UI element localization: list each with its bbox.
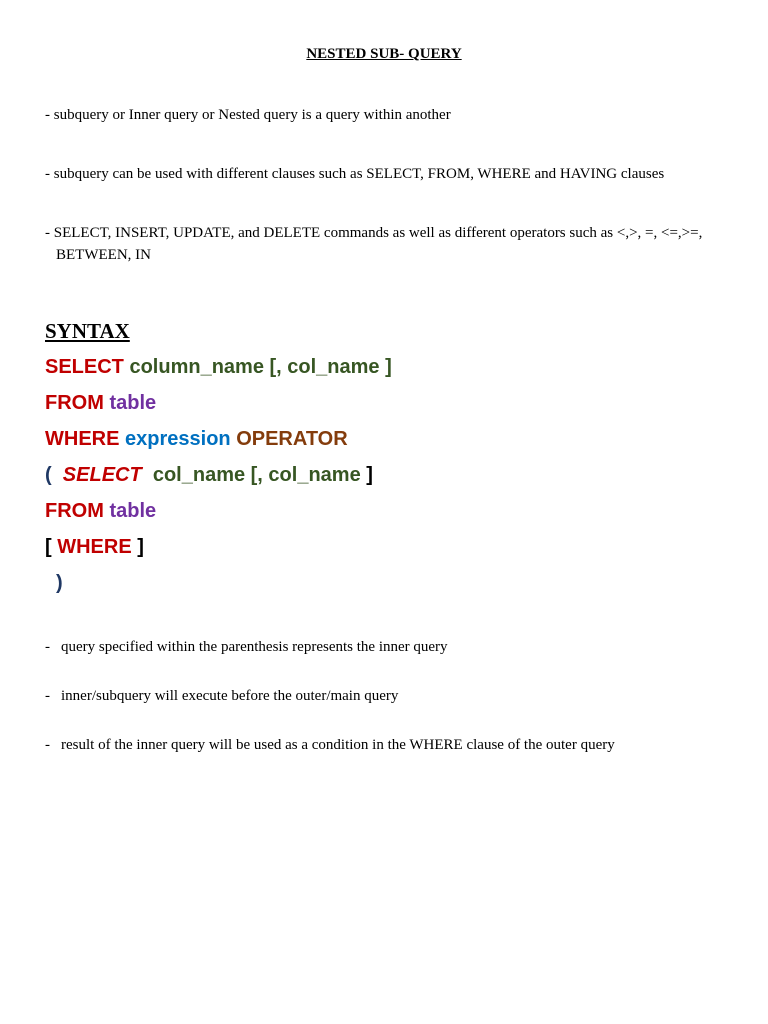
note-text-1: query specified within the parenthesis represents the inner query [61, 639, 448, 655]
close-parenthesis: ) [56, 572, 63, 594]
inner-column-list: col_name [, col_name [152, 464, 361, 486]
keyword-select-inner: SELECT [62, 464, 142, 486]
keyword-from: FROM [45, 392, 104, 414]
syntax-line-from [45, 391, 156, 415]
intro-paragraph-3-line-1: - SELECT, INSERT, UPDATE, and DELETE commands as well as different operators such as <,>, =, <=,>=, [45, 225, 703, 241]
intro-paragraph-3 [45, 222, 725, 266]
inner-table-name: table [109, 500, 157, 522]
open-bracket: [ [45, 536, 52, 558]
syntax-line-subquery-where [45, 535, 144, 559]
keyword-where-inner: WHERE [57, 536, 132, 558]
syntax-line-close-paren [56, 571, 63, 595]
syntax-line-subquery-select [45, 463, 373, 487]
note-item-1 [45, 636, 448, 658]
operator-token: OPERATOR [236, 428, 348, 450]
syntax-line-where [45, 427, 348, 451]
keyword-select: SELECT [45, 356, 124, 378]
open-parenthesis: ( [45, 464, 52, 486]
note-text-3: result of the inner query will be used as a condition in the WHERE clause of the outer query [61, 737, 615, 753]
bullet-dash: - [45, 639, 50, 655]
bullet-dash: - [45, 688, 50, 704]
keyword-from-inner: FROM [45, 500, 104, 522]
close-bracket: ] [366, 464, 373, 486]
close-bracket-where: ] [137, 536, 144, 558]
syntax-line-select [45, 355, 392, 379]
keyword-where: WHERE [45, 428, 120, 450]
table-name: table [109, 392, 157, 414]
intro-paragraph-3-line-2: BETWEEN, IN [56, 247, 151, 263]
page-title: NESTED SUB- QUERY [306, 46, 462, 62]
note-item-2 [45, 685, 398, 707]
bullet-dash: - [45, 737, 50, 753]
column-list: column_name [, col_name ] [129, 356, 392, 378]
syntax-heading: SYNTAX [45, 319, 130, 343]
note-item-3 [45, 734, 615, 756]
intro-paragraph-1: - subquery or Inner query or Nested query is a query within another [45, 107, 451, 123]
syntax-line-subquery-from [45, 499, 156, 523]
expression-token: expression [125, 428, 231, 450]
intro-paragraph-2: - subquery can be used with different clauses such as SELECT, FROM, WHERE and HAVING clauses [45, 166, 665, 182]
note-text-2: inner/subquery will execute before the outer/main query [61, 688, 399, 704]
